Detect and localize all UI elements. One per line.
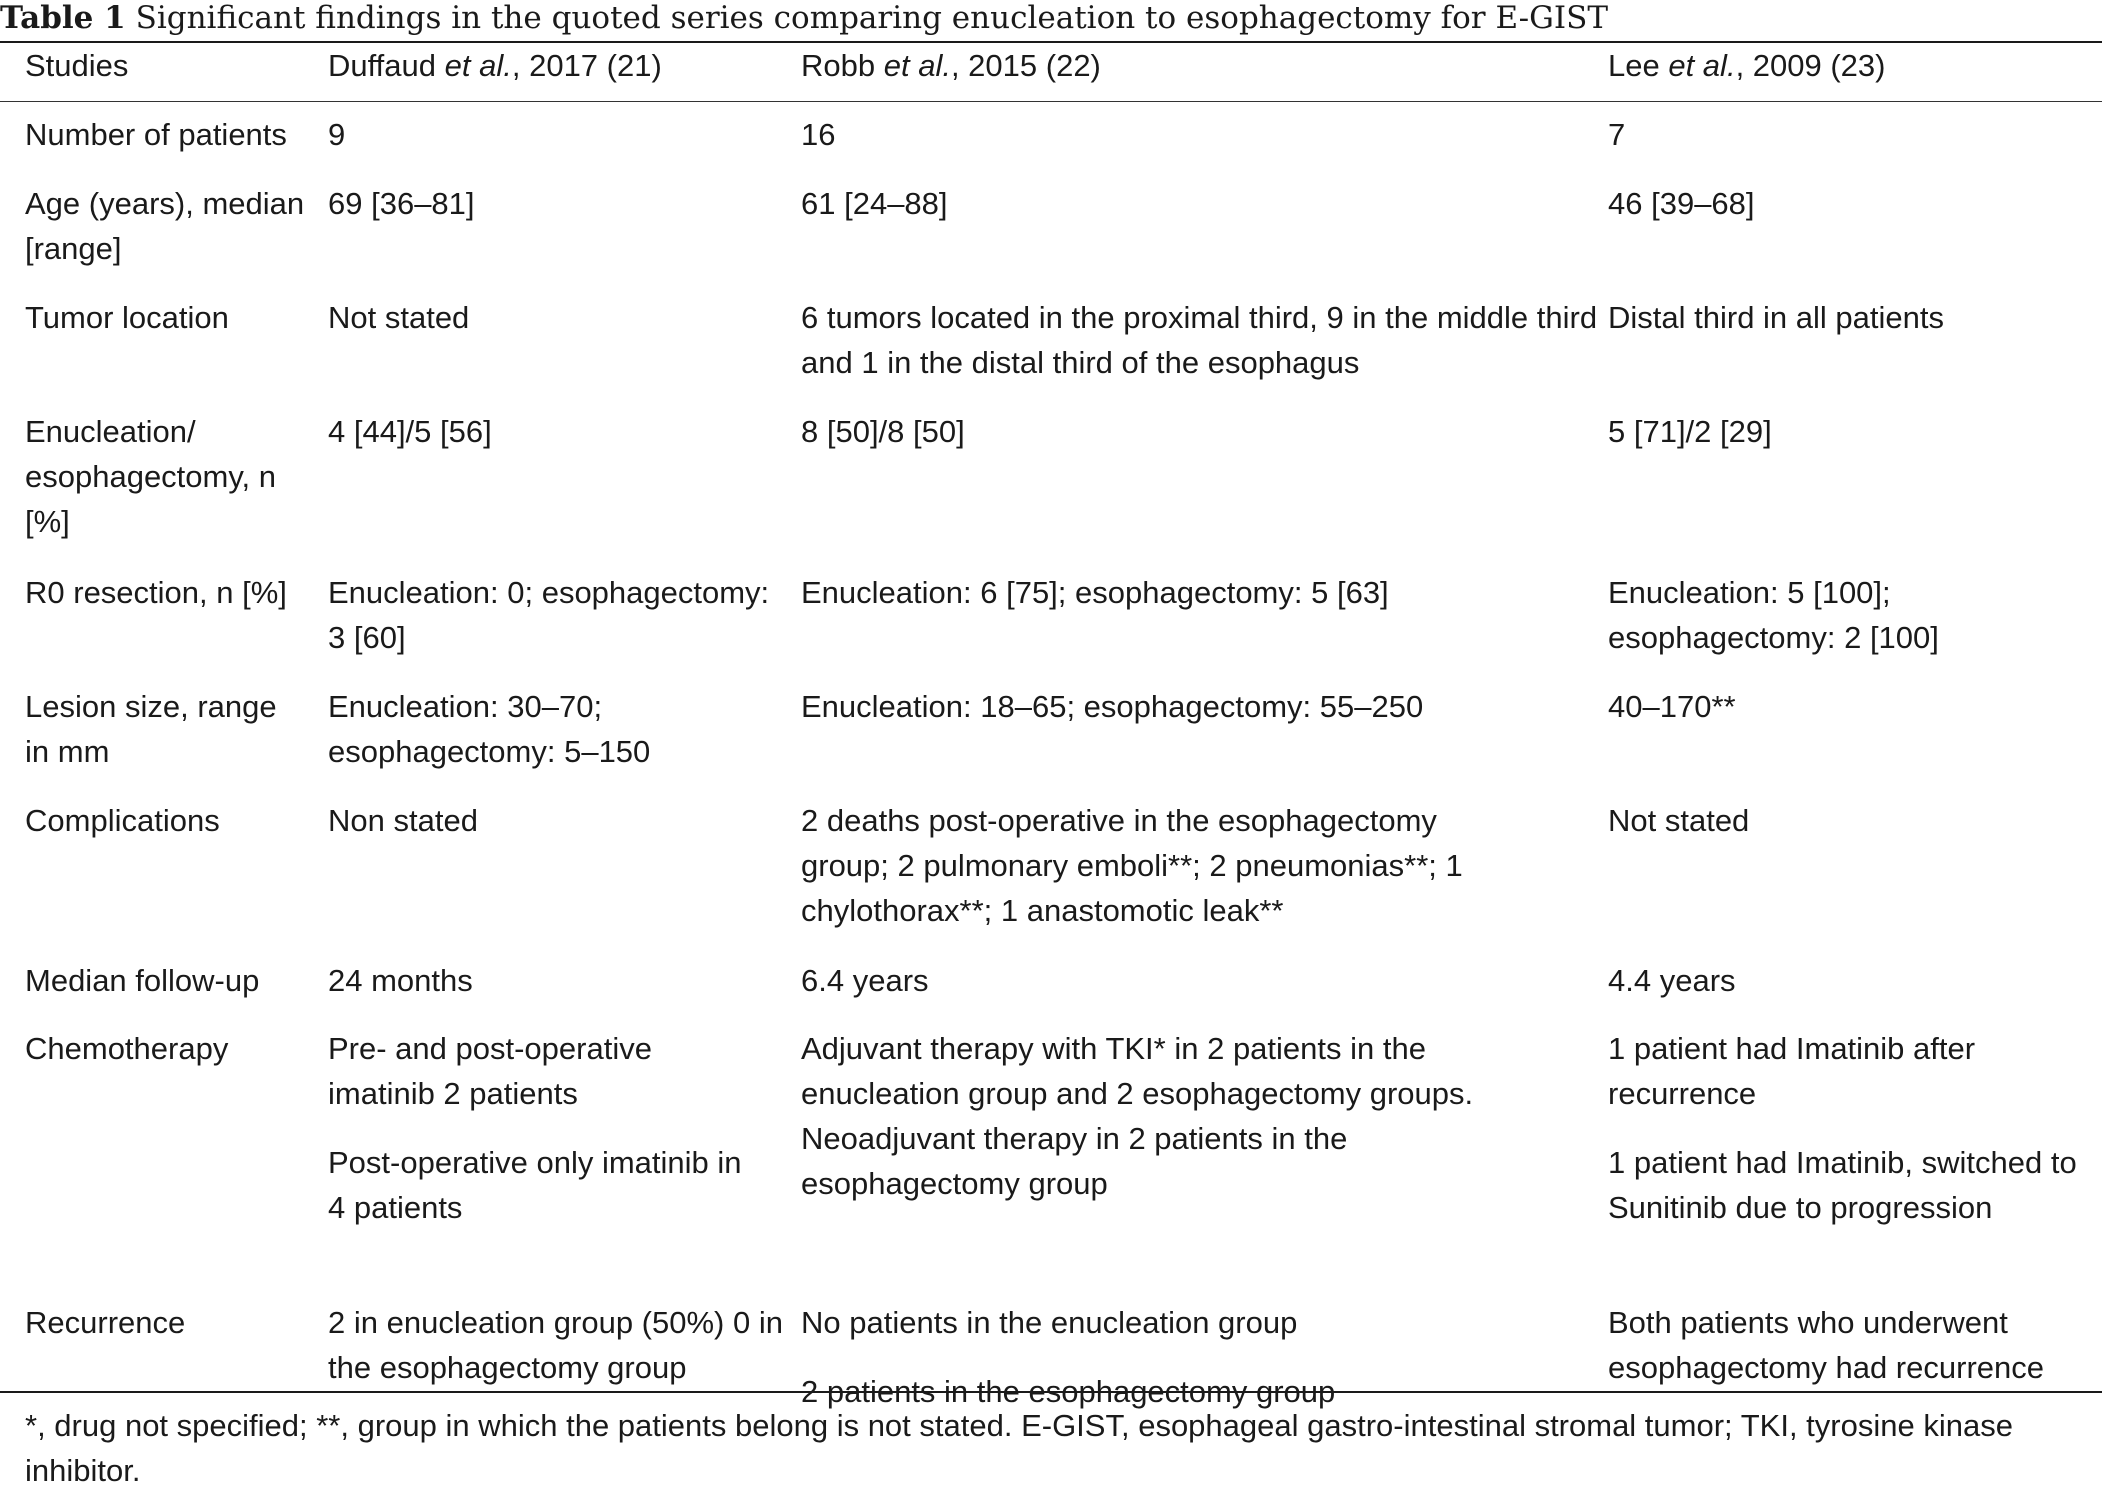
robb-cell: 61 [24–88] xyxy=(801,186,948,221)
robb-cell: 16 xyxy=(801,117,836,152)
table-caption-label: Table 1 xyxy=(0,0,126,36)
table-footnote: *, drug not specified; **, group in which the patients belong is not stated. E-GIST, esophageal gastro-intestinal stromal tumor; TKI, tyrosine kinase inhibitor. xyxy=(25,1408,2013,1488)
header-rule xyxy=(0,101,2102,102)
row-label: R0 resection, n [%] xyxy=(25,575,287,610)
lee-cell: 7 xyxy=(1608,117,1626,152)
row-label: Tumor location xyxy=(25,300,229,335)
robb-cell: 2 deaths post-operative in the esophagectomy group; 2 pulmonary emboli**; 2 pneumonias**; 1 chylothorax**; 1 anastomotic leak** xyxy=(801,803,1463,928)
row-label: Number of patients xyxy=(25,117,287,152)
lee-chemo-second: 1 patient had Imatinib, switched to Sunitinib due to progression xyxy=(1608,1145,2077,1225)
header-cell-duffaud: Duffaud et al., 2017 (21) xyxy=(328,48,662,83)
robb-cell: Enucleation: 18–65; esophagectomy: 55–250 xyxy=(801,689,1424,724)
lee-cell: Both patients who underwent esophagectomy had recurrence xyxy=(1608,1305,2044,1385)
duffaud-cell xyxy=(328,1026,748,1230)
lee-cell: 46 [39–68] xyxy=(1608,186,1755,221)
robb-cell: 8 [50]/8 [50] xyxy=(801,414,965,449)
duffaud-chemo-second: Post-operative only imatinib in 4 patients xyxy=(328,1145,742,1225)
duffaud-cell: 2 in enucleation group (50%) 0 in the esophagectomy group xyxy=(328,1305,783,1385)
duffaud-cell: Non stated xyxy=(328,803,478,838)
lee-cell: 40–170** xyxy=(1608,689,1736,724)
duffaud-cell: 24 months xyxy=(328,963,473,998)
row-label: Complications xyxy=(25,803,220,838)
duffaud-cell: 69 [36–81] xyxy=(328,186,475,221)
duffaud-cell: 4 [44]/5 [56] xyxy=(328,414,492,449)
lee-cell: Not stated xyxy=(1608,803,1750,838)
robb-cell: 6 tumors located in the proximal third, 9 in the middle third and 1 in the distal third of the esophagus xyxy=(801,300,1598,380)
robb-recurrence-second: 2 patients in the esophagectomy group xyxy=(801,1374,1336,1409)
header-cell-lee: Lee et al., 2009 (23) xyxy=(1608,48,1886,83)
duffaud-chemo-first: Pre- and post-operative imatinib 2 patients xyxy=(328,1031,652,1111)
robb-cell xyxy=(801,1300,1335,1414)
robb-recurrence-first: No patients in the enucleation group xyxy=(801,1305,1298,1340)
row-label: Lesion size, range in mm xyxy=(25,689,277,769)
lee-cell: 5 [71]/2 [29] xyxy=(1608,414,1772,449)
robb-cell: 6.4 years xyxy=(801,963,929,998)
table-caption xyxy=(0,0,2102,40)
header-cell-robb: Robb et al., 2015 (22) xyxy=(801,48,1101,83)
lee-cell: Distal third in all patients xyxy=(1608,300,1944,335)
row-label: Chemotherapy xyxy=(25,1031,229,1066)
lee-chemo-first: 1 patient had Imatinib after recurrence xyxy=(1608,1031,1976,1111)
row-label: Age (years), median [range] xyxy=(25,186,305,266)
header-cell-studies: Studies xyxy=(25,48,129,83)
robb-cell: Enucleation: 6 [75]; esophagectomy: 5 [63] xyxy=(801,575,1389,610)
lee-cell: 4.4 years xyxy=(1608,963,1736,998)
duffaud-cell: Enucleation: 30–70; esophagectomy: 5–150 xyxy=(328,689,651,769)
table-caption-text: Significant findings in the quoted series comparing enucleation to esophagectomy for E-GIST xyxy=(135,0,1609,36)
row-label: Median follow-up xyxy=(25,963,260,998)
duffaud-cell: Enucleation: 0; esophagectomy: 3 [60] xyxy=(328,575,770,655)
duffaud-cell: Not stated xyxy=(328,300,470,335)
row-label: Recurrence xyxy=(25,1305,186,1340)
duffaud-cell: 9 xyxy=(328,117,346,152)
lee-cell xyxy=(1608,1026,2088,1230)
lee-cell: Enucleation: 5 [100]; esophagectomy: 2 [100] xyxy=(1608,575,1939,655)
robb-cell: Adjuvant therapy with TKI* in 2 patients in the enucleation group and 2 esophagectomy groups. Neoadjuvant therapy in 2 patients in the esophagectomy group xyxy=(801,1031,1474,1201)
row-label: Enucleation/ esophagectomy, n [%] xyxy=(25,414,277,539)
